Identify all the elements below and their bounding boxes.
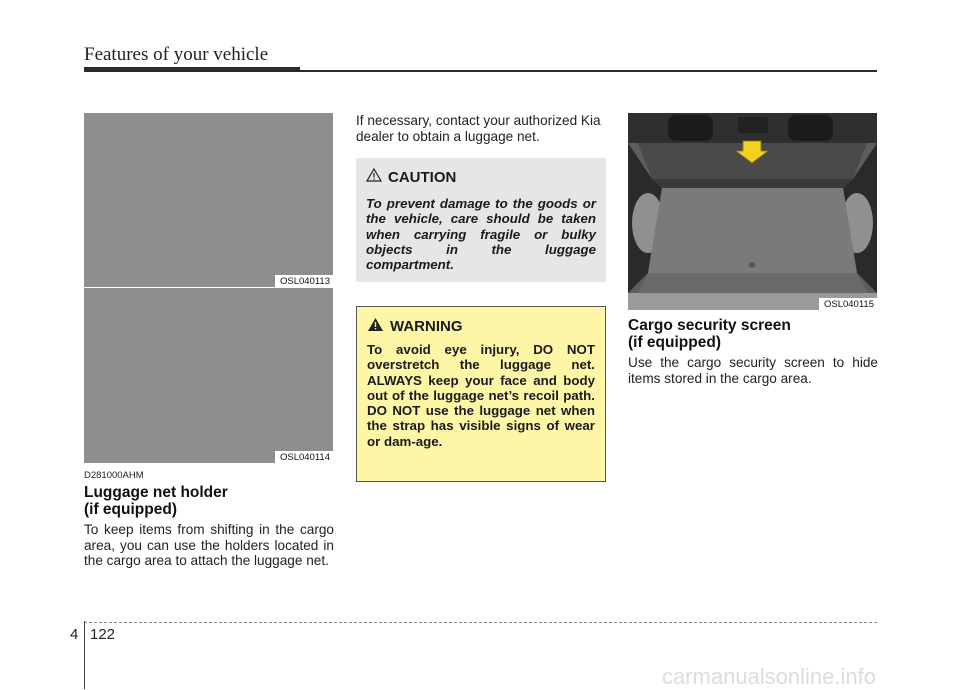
photo-code: OSL040113 bbox=[275, 275, 333, 287]
luggage-net-holder-photo-1 bbox=[84, 113, 333, 287]
luggage-net-holder-text: To keep items from shifting in the cargo area, you can use the holders located in the cargo area to attach the luggage net. bbox=[84, 522, 334, 568]
page-number: 122 bbox=[90, 626, 116, 643]
cargo-area-illustration bbox=[628, 113, 877, 310]
cargo-security-screen-text: Use the cargo security screen to hide items stored in the cargo area. bbox=[628, 355, 878, 386]
chapter-number: 4 bbox=[70, 626, 79, 643]
warning-title: WARNING bbox=[390, 318, 463, 335]
heading-line: (if equipped) bbox=[84, 501, 177, 518]
header-rule-thick bbox=[84, 67, 300, 72]
caution-title-row bbox=[366, 168, 596, 186]
warning-box bbox=[356, 306, 606, 482]
luggage-net-dealer-text: If necessary, contact your authorized Kia dealer to obtain a luggage net. bbox=[356, 113, 601, 144]
warning-text: To avoid eye injury, DO NOT overstretch the luggage net. ALWAYS keep your face and body out of the luggage net’s recoil path. DO NOT use the luggage net when the strap has visible signs of wear or dam-age. bbox=[367, 342, 595, 449]
reference-code: D281000AHM bbox=[84, 470, 144, 481]
caution-box bbox=[356, 158, 606, 282]
heading-line: (if equipped) bbox=[628, 334, 721, 351]
section-heading-cargo-security-screen bbox=[628, 317, 878, 351]
warning-title-row bbox=[367, 317, 595, 336]
caution-title: CAUTION bbox=[388, 168, 457, 186]
section-heading-luggage-net-holder bbox=[84, 484, 334, 518]
caution-text: To prevent damage to the goods or the vehicle, care should be taken when carrying fragile or bulky objects in the luggage compartment. bbox=[366, 196, 596, 273]
footer-rule bbox=[84, 622, 877, 623]
header-rule-thin bbox=[300, 70, 877, 72]
site-watermark: carmanualsonline.info bbox=[661, 664, 876, 689]
luggage-net-holder-photo-2 bbox=[84, 288, 333, 463]
page-header-title: Features of your vehicle bbox=[84, 44, 269, 65]
footer-divider bbox=[84, 621, 85, 689]
heading-line: Luggage net holder bbox=[84, 484, 228, 501]
cargo-security-screen-photo bbox=[628, 113, 877, 310]
heading-line: Cargo security screen bbox=[628, 317, 791, 334]
photo-code: OSL040115 bbox=[819, 298, 877, 310]
caution-triangle-icon bbox=[366, 168, 382, 186]
warning-triangle-icon bbox=[367, 317, 384, 336]
photo-code: OSL040114 bbox=[275, 451, 333, 463]
